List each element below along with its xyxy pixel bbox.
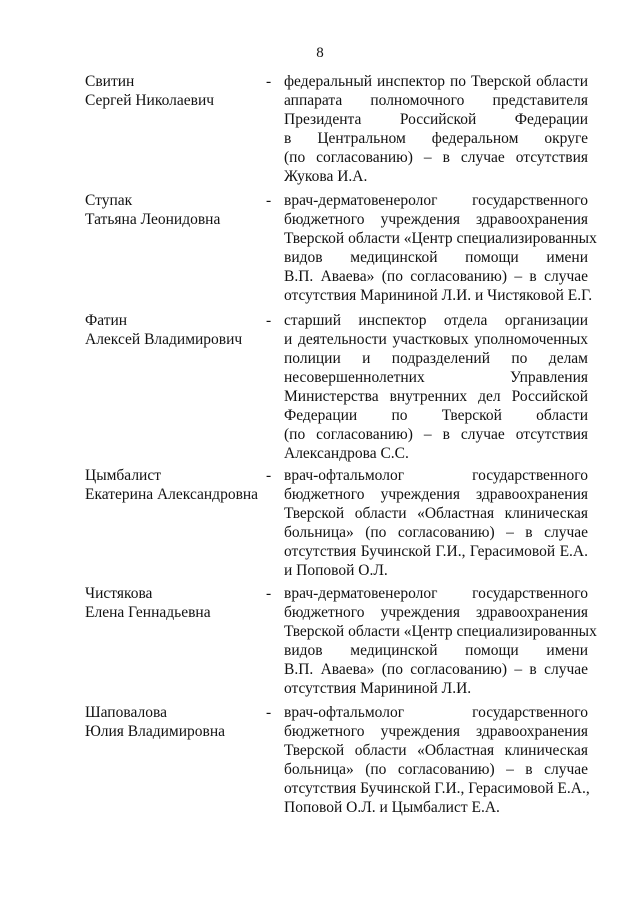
member-surname: Фатин (85, 312, 128, 329)
member-name (85, 466, 265, 504)
member-name (85, 311, 265, 349)
description-line: врач-офтальмолог государственного (284, 467, 588, 484)
description-line: видов медицинской помощи имени (284, 249, 588, 266)
description-line: больница» (по согласованию) – в случае (284, 761, 588, 778)
separator-dash: - (266, 192, 272, 209)
description-line: отсутствия Бучинской Г.И., Герасимовой Е.А. (284, 543, 588, 560)
member-surname: Ступак (85, 192, 133, 209)
description-line: врач-дерматовенеролог государственного (284, 192, 588, 209)
member-description (284, 584, 597, 698)
description-line: Тверской области «Областная клиническая (284, 505, 588, 522)
description-line: врач-офтальмолог государственного (284, 704, 588, 721)
description-line: и деятельности участковых уполномоченных (284, 331, 588, 348)
member-name (85, 72, 265, 110)
description-line: бюджетного учреждения здравоохранения (284, 604, 588, 621)
member-surname: Свитин (85, 73, 135, 90)
description-line: Тверской области «Областная клиническая (284, 742, 588, 759)
description-line: аппарата полномочного представителя (284, 92, 588, 109)
description-line: Федерации по Тверской области (284, 407, 588, 424)
description-line: В.П. Аваева» (по согласованию) – в случае (284, 661, 588, 678)
page-number: 8 (316, 45, 324, 61)
description-line: Министерства внутренних дел Российской (284, 388, 588, 405)
member-description (284, 191, 597, 305)
description-line: и Поповой О.Л. (284, 562, 388, 579)
member-name (85, 703, 265, 741)
member-surname: Чистякова (85, 585, 153, 602)
description-line: врач-дерматовенеролог государственного (284, 585, 588, 602)
description-line: федеральный инспектор по Тверской области (284, 73, 588, 90)
description-line: старший инспектор отдела организации (284, 312, 588, 329)
description-line: В.П. Аваева» (по согласованию) – в случае (284, 268, 588, 285)
member-name (85, 191, 265, 229)
description-line: Тверской области «Центр специализированных (284, 230, 597, 247)
member-given-names: Сергей Николаевич (85, 92, 215, 109)
member-given-names: Елена Геннадьевна (85, 604, 211, 621)
description-line: бюджетного учреждения здравоохранения (284, 723, 588, 740)
member-name (85, 584, 265, 622)
member-description (284, 466, 588, 580)
member-description (284, 72, 588, 186)
description-line: отсутствия Марининой Л.И. и Чистяковой Е.Г. (284, 287, 593, 304)
member-given-names: Юлия Владимировна (85, 723, 225, 740)
separator-dash: - (266, 704, 272, 721)
separator-dash: - (266, 467, 272, 484)
member-given-names: Екатерина Александровна (85, 486, 259, 503)
separator-dash: - (266, 73, 272, 90)
member-description (284, 703, 588, 817)
description-line: отсутствия Бучинской Г.И., Герасимовой Е.А., (284, 780, 590, 797)
description-line: несовершеннолетних Управления (284, 369, 588, 386)
description-line: Александрова С.С. (284, 445, 409, 462)
separator-dash: - (266, 312, 272, 329)
description-line: бюджетного учреждения здравоохранения (284, 486, 588, 503)
member-description (284, 311, 588, 463)
description-line: больница» (по согласованию) – в случае (284, 524, 588, 541)
description-line: отсутствия Марининой Л.И. (284, 680, 472, 697)
member-given-names: Татьяна Леонидовна (85, 211, 221, 228)
description-line: (по согласованию) – в случае отсутствия (284, 149, 588, 166)
description-line: полиции и подразделений по делам (284, 350, 588, 367)
description-line: Тверской области «Центр специализированных (284, 623, 597, 640)
description-line: Жукова И.А. (284, 168, 368, 185)
member-given-names: Алексей Владимирович (85, 331, 243, 348)
description-line: бюджетного учреждения здравоохранения (284, 211, 588, 228)
member-surname: Шаповалова (85, 704, 167, 721)
description-line: Президента Российской Федерации (284, 111, 588, 128)
description-line: Поповой О.Л. и Цымбалист Е.А. (284, 799, 500, 816)
member-surname: Цымбалист (85, 467, 162, 484)
description-line: в Центральном федеральном округе (284, 130, 588, 147)
description-line: видов медицинской помощи имени (284, 642, 588, 659)
description-line: (по согласованию) – в случае отсутствия (284, 426, 588, 443)
separator-dash: - (266, 585, 272, 602)
